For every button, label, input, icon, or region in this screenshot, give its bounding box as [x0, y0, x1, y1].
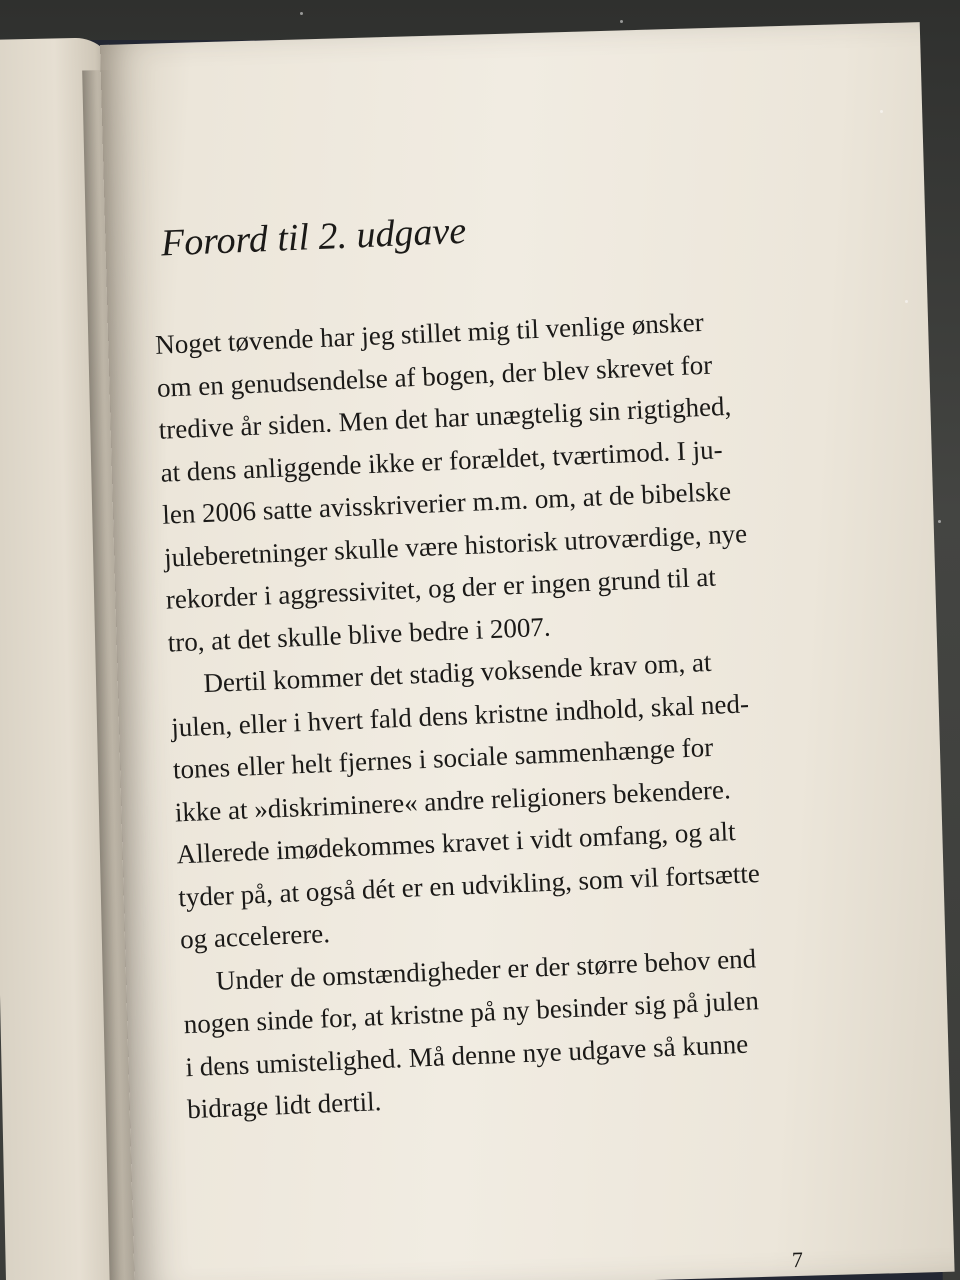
text-line: rekorder i aggressivitet, og der er ingen grund til at: [165, 561, 717, 615]
text-line: Noget tøvende har jeg stillet mig til venlige ønsker: [154, 306, 705, 360]
paragraph-1: [154, 297, 818, 664]
text-line: om en genudsendelse af bogen, der blev skrevet for: [156, 349, 713, 403]
text-line: tredive år siden. Men det har unægtelig sin rigtighed,: [158, 390, 732, 445]
text-line: tones eller helt fjernes i sociale sammenhænge for: [172, 731, 714, 785]
countertop-speck: [300, 12, 303, 15]
text-line: len 2006 satte avisskriverier m.m. om, at de bibelske: [161, 475, 732, 530]
page-text: [150, 193, 838, 1131]
text-line: tyder på, at også dét er en udvikling, som vil fortsætte: [177, 857, 761, 912]
countertop-speck: [880, 110, 883, 113]
text-line: Under de omstændigheder er der større behov end: [215, 942, 757, 996]
page-number: 7: [791, 1246, 804, 1273]
paragraph-3: [181, 934, 838, 1131]
countertop-speck: [620, 20, 623, 23]
text-line: julen, eller i hvert fald dens kristne indhold, skal ned-: [170, 687, 750, 743]
text-line: at dens anliggende ikke er forældet, tværtimod. I ju-: [159, 433, 724, 488]
text-line: nogen sinde for, at kristne på ny besinder sig på julen: [183, 985, 760, 1040]
text-line: Dertil kommer det stadig voksende krav om, at: [202, 646, 712, 699]
text-line: Allerede imødekommes kravet i vidt omfang, og alt: [175, 816, 737, 870]
text-line: i dens umistelighed. Må denne nye udgave så kunne: [184, 1028, 749, 1082]
text-line: bidrage lidt dertil.: [186, 1086, 382, 1125]
paragraph-2: [169, 636, 831, 960]
text-line: tro, at det skulle blive bedre i 2007.: [167, 611, 552, 658]
countertop-speck: [938, 520, 941, 523]
text-line: ikke at »diskriminere« andre religioners bekendere.: [174, 773, 732, 827]
chapter-heading: Forord til 2. udgave: [160, 209, 467, 265]
text-line: og accelerere.: [179, 918, 331, 955]
countertop-speck: [905, 300, 908, 303]
text-line: juleberetninger skulle være historisk utroværdige, nye: [163, 517, 748, 573]
